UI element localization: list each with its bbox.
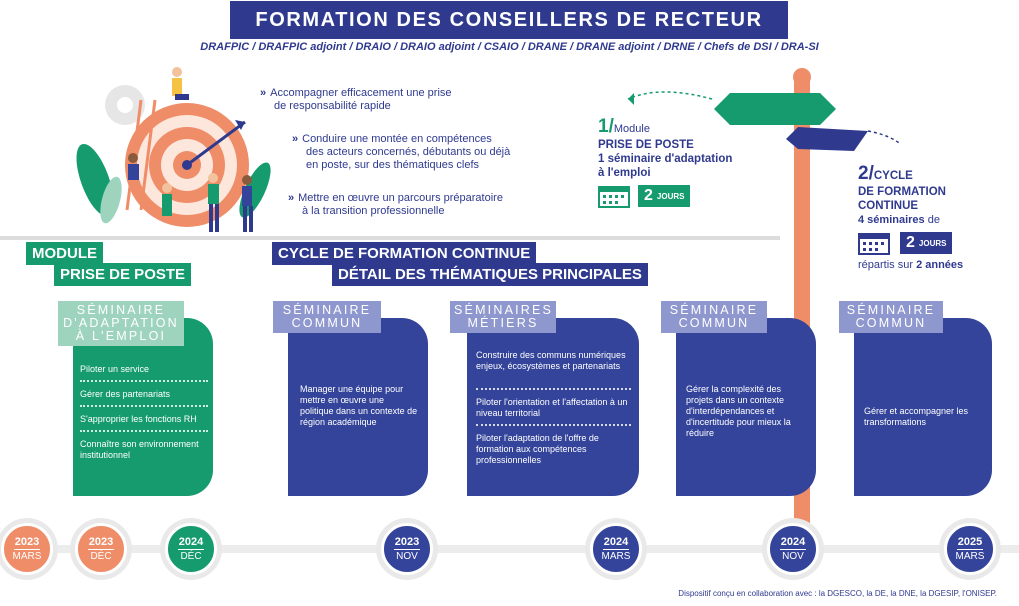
cycle-number: 2/ (858, 163, 874, 184)
objective-2 (292, 133, 510, 172)
seminar-item: Construire des communs numériques enjeux, écosystèmes et partenariats (476, 350, 626, 371)
timeline-node: 2023 MARS (1, 523, 53, 575)
target-illustration (75, 60, 275, 240)
timeline-node: 2023 DÉC (75, 523, 127, 575)
cycle-header-line2: DÉTAIL DES THÉMATIQUES PRINCIPALES (332, 263, 648, 286)
seminar-item: Connaître son environnement institutionnel (80, 439, 199, 460)
seminar-item: Gérer des partenariats (80, 389, 171, 399)
cycle-name: CONTINUE (858, 200, 919, 212)
calendar-icon (858, 231, 890, 255)
module-name: PRISE DE POSTE (598, 139, 694, 151)
chevron-icon: » (260, 87, 267, 99)
seminar-card-common-3 (854, 318, 992, 496)
page-subtitle: DRAFPIC / DRAFPIC adjoint / DRAIO / DRAIO adjoint / CSAIO / DRANE / DRANE adjoint / DRNE / Chefs de DSI / DRA-SI (200, 41, 819, 53)
cycle-count: 4 séminaires (858, 214, 925, 226)
objective-3 (288, 192, 503, 218)
module-label: Module (613, 123, 650, 135)
seminar-item: Piloter l'orientation et l'affectation à un niveau territorial (476, 397, 628, 418)
cycle-2-summary: 2/CYCLE DE FORMATION CONTINUE 4 séminaires de 2 JOURS répartis sur 2 années (858, 165, 1008, 271)
seminar-card-common-1 (288, 318, 428, 496)
page-title: FORMATION DES CONSEILLERS DE RECTEUR (230, 1, 788, 39)
duration-badge: 2 JOURS (638, 185, 690, 207)
calendar-icon (598, 184, 630, 208)
module-desc: 1 séminaire d'adaptation (598, 153, 733, 165)
timeline-node: 2023 NOV (381, 523, 433, 575)
module-header-line1: MODULE (26, 242, 103, 265)
chevron-icon: » (292, 133, 299, 145)
person-figure (162, 183, 172, 216)
sign-arrow-right (786, 127, 868, 151)
seminar-item: Piloter l'adaptation de l'offre de formation aux compétences professionnelles (476, 433, 599, 465)
module-header-line2: PRISE DE POSTE (54, 263, 191, 286)
seminar-tag: SÉMINAIRE COMMUN (661, 301, 767, 333)
cycle-header-line1: CYCLE DE FORMATION CONTINUE (272, 242, 536, 265)
seminar-tag: SÉMINAIRE D'ADAPTATION À L'EMPLOI (58, 301, 184, 346)
objective-text: Conduire une montée en compétences (302, 133, 492, 145)
seminar-card-metiers (467, 318, 639, 496)
objective-text: de responsabilité rapide (274, 100, 391, 112)
seminar-tag: SÉMINAIRE COMMUN (839, 301, 943, 333)
timeline-node: 2024 DÉC (165, 523, 217, 575)
seminar-item: Manager une équipe pour mettre en œuvre une politique dans un contexte de région académique (300, 384, 418, 427)
objective-text: en poste, sur des thématiques clefs (306, 159, 480, 171)
objective-text: Accompagner efficacement une prise (270, 87, 452, 99)
seminar-item: Gérer la complexité des projets dans un contexte d'interdépendances et d'incertitude pour mieux la réduire (686, 384, 791, 438)
objective-1 (260, 87, 452, 113)
cycle-name: CYCLE (873, 170, 913, 182)
module-number: 1/ (598, 116, 614, 137)
seminar-item: S'approprier les fonctions RH (80, 414, 197, 424)
timeline-track (0, 545, 1019, 553)
duration-badge: 2 JOURS (900, 232, 952, 254)
objective-text: Mettre en œuvre un parcours préparatoire (298, 192, 503, 204)
seminar-tag: SÉMINAIRE COMMUN (273, 301, 381, 333)
objective-text: à la transition professionnelle (302, 205, 445, 217)
chevron-icon: » (288, 192, 295, 204)
person-figure (172, 67, 189, 100)
timeline-node: 2024 MARS (590, 523, 642, 575)
person-figure (128, 153, 139, 180)
cycle-name: DE FORMATION (858, 186, 946, 198)
footer-credit: Dispositif conçu en collaboration avec : la DGESCO, la DE, la DNE, la DGESIP, l'ONISEP. (678, 589, 997, 598)
seminar-card-common-2 (676, 318, 816, 496)
seminar-item: Piloter un service (80, 364, 150, 374)
timeline-node: 2024 NOV (767, 523, 819, 575)
module-desc: à l'emploi (598, 167, 651, 179)
module-1-summary (598, 118, 758, 208)
timeline-node: 2025 MARS (944, 523, 996, 575)
seminar-tag: SÉMINAIRES MÉTIERS (450, 301, 556, 333)
section-divider (0, 236, 780, 240)
seminar-item: Gérer et accompagner les transformations (864, 406, 969, 427)
cycle-duration: 2 années (916, 259, 964, 271)
objective-text: des acteurs concernés, débutants ou déjà (306, 146, 511, 158)
